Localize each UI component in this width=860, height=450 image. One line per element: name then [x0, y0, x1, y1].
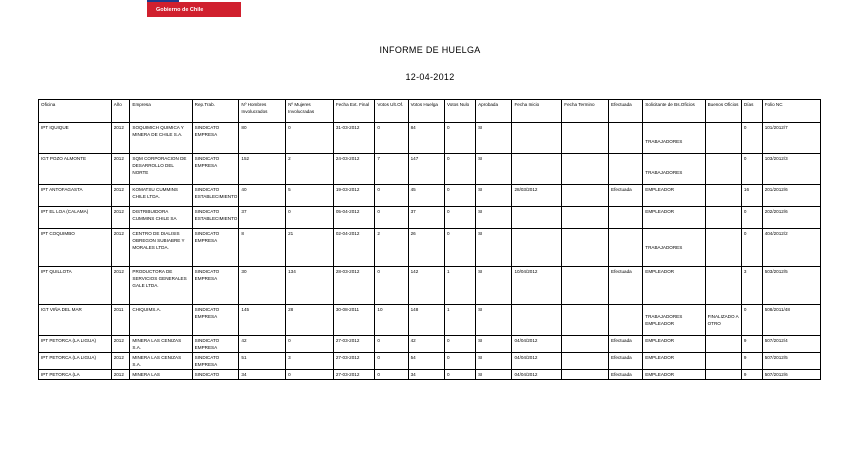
column-header: Empresa	[130, 100, 192, 123]
cell-hombres: 152	[239, 154, 286, 185]
cell-fecha-termino	[562, 185, 609, 207]
cell-mujeres: 2	[286, 154, 334, 185]
cell-votos-nulo: 0	[444, 353, 475, 370]
column-header: Fecha Inicio	[512, 100, 562, 123]
cell-mujeres: 21	[286, 229, 334, 267]
cell-buenos-oficios	[705, 123, 741, 154]
cell-empresa: DISTRIBUIDORA CUMMINS CHILE SA	[130, 207, 192, 229]
cell-rep: SINDICATO	[192, 370, 239, 380]
cell-hombres: 40	[239, 185, 286, 207]
cell-mujeres: 0	[286, 123, 334, 154]
cell-votos-huelga: 45	[408, 185, 444, 207]
cell-votos-ult: 0	[375, 336, 408, 353]
table-row	[39, 229, 821, 267]
cell-mujeres: 28	[286, 305, 334, 336]
cell-votos-nulo: 1	[444, 305, 475, 336]
cell-oficina: IPT COQUIMBO	[39, 229, 112, 267]
cell-votos-ult: 2	[375, 229, 408, 267]
cell-solicitante: EMPLEADOR	[643, 207, 705, 229]
cell-fecha-inicio: 04/04/2012	[512, 353, 562, 370]
cell-fecha-ext: 27-03-2012	[333, 336, 375, 353]
cell-solicitante: EMPLEADOR	[643, 267, 705, 305]
table-row	[39, 267, 821, 305]
table-row	[39, 154, 821, 185]
cell-anio: 2012	[111, 267, 130, 305]
cell-oficina: IPT PETORCA (LA LIGUA)	[39, 353, 112, 370]
cell-dias: 16	[741, 185, 762, 207]
cell-votos-huelga: 142	[408, 267, 444, 305]
cell-fecha-termino	[562, 207, 609, 229]
cell-rep: SINDICATO EMPRESA	[192, 353, 239, 370]
table-row	[39, 353, 821, 370]
cell-empresa: CHIQUIMS.A.	[130, 305, 192, 336]
cell-buenos-oficios	[705, 336, 741, 353]
cell-mujeres: 0	[286, 336, 334, 353]
column-header: Nº Hombres Involucrados	[239, 100, 286, 123]
cell-votos-huelga: 26	[408, 229, 444, 267]
cell-empresa: SOQUIMICH QUIMICA Y MINERA DE CHILE S.A.	[130, 123, 192, 154]
cell-folio: 507/2012/4	[762, 336, 820, 353]
cell-aprobada: SI	[476, 370, 512, 380]
cell-fecha-termino	[562, 267, 609, 305]
report-title: INFORME DE HUELGA	[379, 45, 481, 55]
column-header: Oficina	[39, 100, 112, 123]
cell-empresa: MINERA LAS CENIZAS S.A.	[130, 336, 192, 353]
column-header: Solicitante de Bs.Oficios	[643, 100, 705, 123]
cell-votos-nulo: 0	[444, 336, 475, 353]
cell-fecha-ext: 24-03-2012	[333, 154, 375, 185]
column-header: Votos Ult.Of.	[375, 100, 408, 123]
cell-dias: 3	[741, 267, 762, 305]
cell-votos-huelga: 148	[408, 305, 444, 336]
table-row	[39, 336, 821, 353]
cell-oficina: IGT VIÑA DEL MAR	[39, 305, 112, 336]
cell-hombres: 8	[239, 229, 286, 267]
cell-aprobada: SI	[476, 353, 512, 370]
cell-rep: SINDICATO ESTABLECIMIENTO	[192, 207, 239, 229]
cell-fecha-ext: 05-04-2012	[333, 207, 375, 229]
cell-fecha-termino	[562, 305, 609, 336]
cell-votos-ult: 0	[375, 123, 408, 154]
cell-buenos-oficios	[705, 207, 741, 229]
logo-red-bar	[147, 2, 241, 17]
cell-oficina: IPT PETORCA (LA LIGUA)	[39, 336, 112, 353]
cell-anio: 2012	[111, 370, 130, 380]
cell-votos-huelga: 147	[408, 154, 444, 185]
cell-folio: 202/2012/6	[762, 207, 820, 229]
cell-mujeres: 3	[286, 353, 334, 370]
cell-efectuada	[609, 207, 643, 229]
cell-anio: 2012	[111, 185, 130, 207]
cell-dias: 9	[741, 353, 762, 370]
cell-anio: 2012	[111, 154, 130, 185]
cell-votos-huelga: 42	[408, 336, 444, 353]
cell-buenos-oficios	[705, 353, 741, 370]
cell-folio: 503/2012/5	[762, 267, 820, 305]
cell-fecha-inicio: 04/04/2012	[512, 370, 562, 380]
cell-folio: 508/2011/48	[762, 305, 820, 336]
cell-mujeres: 5	[286, 185, 334, 207]
buenos-oficios-text: FINALIZADO A OTRO	[707, 314, 739, 326]
cell-votos-ult: 10	[375, 305, 408, 336]
cell-dias: 9	[741, 336, 762, 353]
cell-votos-ult: 0	[375, 353, 408, 370]
cell-rep: SINDICATO EMPRESA	[192, 336, 239, 353]
table-row	[39, 185, 821, 207]
cell-votos-nulo: 0	[444, 123, 475, 154]
cell-efectuada	[609, 229, 643, 267]
column-header: Rep.Trab.	[192, 100, 239, 123]
cell-rep: SINDICATO EMPRESA	[192, 305, 239, 336]
cell-fecha-inicio: 04/04/2012	[512, 336, 562, 353]
table-row	[39, 123, 821, 154]
cell-buenos-oficios	[705, 154, 741, 185]
cell-oficina: IPT EL LOA (CALAMA)	[39, 207, 112, 229]
cell-hombres: 37	[239, 207, 286, 229]
cell-empresa: MINERA LAS CENIZAS S.A.	[130, 353, 192, 370]
cell-rep: SINDICATO EMPRESA	[192, 154, 239, 185]
cell-empresa: MINERA LAS	[130, 370, 192, 380]
cell-fecha-inicio	[512, 207, 562, 229]
cell-folio: 201/2012/6	[762, 185, 820, 207]
solicitante-text: TRABAJADORES	[645, 139, 683, 144]
column-header: Días	[741, 100, 762, 123]
cell-buenos-oficios	[705, 229, 741, 267]
cell-votos-huelga: 34	[408, 370, 444, 380]
cell-solicitante: EMPLEADOR	[643, 353, 705, 370]
cell-votos-huelga: 37	[408, 207, 444, 229]
table-row	[39, 305, 821, 336]
cell-dias: 0	[741, 229, 762, 267]
cell-folio: 103/2012/3	[762, 154, 820, 185]
cell-aprobada: SI	[476, 207, 512, 229]
cell-votos-nulo: 0	[444, 185, 475, 207]
cell-votos-nulo: 0	[444, 154, 475, 185]
cell-votos-nulo: 0	[444, 370, 475, 380]
cell-rep: SINDICATO EMPRESA	[192, 267, 239, 305]
cell-dias: 9	[741, 370, 762, 380]
cell-aprobada: SI	[476, 123, 512, 154]
cell-fecha-ext: 02-04-2012	[333, 229, 375, 267]
solicitante-text: TRABAJADORES	[645, 245, 683, 250]
cell-solicitante: EMPLEADOR	[643, 370, 705, 380]
cell-mujeres: 0	[286, 370, 334, 380]
cell-votos-ult: 0	[375, 185, 408, 207]
column-header: Aprobada	[476, 100, 512, 123]
cell-oficina: IGT POZO ALMONTE	[39, 154, 112, 185]
cell-votos-ult: 0	[375, 370, 408, 380]
cell-fecha-termino	[562, 123, 609, 154]
cell-solicitante	[643, 229, 705, 267]
cell-buenos-oficios	[705, 185, 741, 207]
strike-report-table	[38, 99, 821, 380]
cell-dias: 0	[741, 123, 762, 154]
cell-efectuada: Efectuada	[609, 336, 643, 353]
cell-efectuada	[609, 305, 643, 336]
cell-fecha-ext: 27-03-2012	[333, 353, 375, 370]
cell-fecha-inicio	[512, 154, 562, 185]
cell-aprobada: SI	[476, 154, 512, 185]
logo-text: Gobierno de Chile	[156, 7, 204, 13]
cell-dias: 0	[741, 305, 762, 336]
cell-anio: 2012	[111, 207, 130, 229]
cell-hombres: 30	[239, 267, 286, 305]
cell-fecha-inicio: 10/04/2012	[512, 267, 562, 305]
cell-anio: 2012	[111, 123, 130, 154]
column-header: Votos Nulo	[444, 100, 475, 123]
cell-folio: 404/2012/2	[762, 229, 820, 267]
cell-solicitante: EMPLEADOR	[643, 336, 705, 353]
cell-oficina: IPT PETORCA (LA	[39, 370, 112, 380]
cell-dias: 0	[741, 154, 762, 185]
cell-votos-ult: 7	[375, 154, 408, 185]
cell-solicitante	[643, 154, 705, 185]
column-header: Fecha Termino	[562, 100, 609, 123]
cell-solicitante	[643, 305, 705, 336]
cell-efectuada	[609, 154, 643, 185]
cell-fecha-termino	[562, 370, 609, 380]
cell-efectuada: Efectuada	[609, 370, 643, 380]
cell-votos-nulo: 0	[444, 229, 475, 267]
cell-oficina: IPT QUILLOTA	[39, 267, 112, 305]
column-header: Nº Mujeres Involucradas	[286, 100, 334, 123]
cell-hombres: 145	[239, 305, 286, 336]
column-header: Fecha Ext. Final	[333, 100, 375, 123]
cell-votos-huelga: 54	[408, 353, 444, 370]
cell-efectuada: Efectuada	[609, 267, 643, 305]
solicitante-text: TRABAJADORES	[645, 170, 683, 175]
cell-fecha-ext: 30-08-2011	[333, 305, 375, 336]
cell-fecha-ext: 19-03-2012	[333, 185, 375, 207]
column-header: Efectuada	[609, 100, 643, 123]
cell-aprobada: SI	[476, 229, 512, 267]
cell-votos-nulo: 1	[444, 267, 475, 305]
table-row	[39, 370, 821, 380]
cell-aprobada: SI	[476, 267, 512, 305]
cell-empresa: SQM CORPORACION DE DESARROLLO DEL NORTE	[130, 154, 192, 185]
cell-rep: SINDICATO EMPRESA	[192, 123, 239, 154]
cell-efectuada: Efectuada	[609, 185, 643, 207]
cell-solicitante: EMPLEADOR	[643, 185, 705, 207]
cell-oficina: IPT IQUIQUE	[39, 123, 112, 154]
cell-anio: 2012	[111, 336, 130, 353]
cell-anio: 2011	[111, 305, 130, 336]
solicitante-text: TRABAJADORES EMPLEADOR	[645, 314, 683, 326]
cell-fecha-ext: 27-03-2012	[333, 370, 375, 380]
cell-fecha-inicio	[512, 305, 562, 336]
table-row	[39, 207, 821, 229]
cell-folio: 101/2012/7	[762, 123, 820, 154]
cell-aprobada: SI	[476, 305, 512, 336]
cell-folio: 507/2012/6	[762, 370, 820, 380]
cell-fecha-termino	[562, 154, 609, 185]
cell-empresa: PRODUCTORA DE SERVICIOS GENERALES GALE LTDA.	[130, 267, 192, 305]
cell-empresa: KOMATSU CUMMINS CHILE LTDA.	[130, 185, 192, 207]
cell-efectuada: Efectuada	[609, 353, 643, 370]
cell-hombres: 51	[239, 353, 286, 370]
cell-rep: SINDICATO ESTABLECIMIENTO	[192, 185, 239, 207]
cell-anio: 2012	[111, 353, 130, 370]
cell-votos-huelga: 84	[408, 123, 444, 154]
cell-anio: 2012	[111, 229, 130, 267]
cell-efectuada	[609, 123, 643, 154]
cell-hombres: 42	[239, 336, 286, 353]
cell-dias: 0	[741, 207, 762, 229]
cell-fecha-ext: 28-03-2012	[333, 267, 375, 305]
cell-aprobada: SI	[476, 185, 512, 207]
cell-folio: 507/2012/5	[762, 353, 820, 370]
cell-empresa: CENTRO DE DIALISIS OBREGON SUBIABRE Y MORALES LTDA.	[130, 229, 192, 267]
cell-buenos-oficios	[705, 370, 741, 380]
cell-rep: SINDICATO EMPRESA	[192, 229, 239, 267]
column-header: Votos Huelga	[408, 100, 444, 123]
cell-fecha-termino	[562, 353, 609, 370]
cell-fecha-inicio	[512, 229, 562, 267]
column-header: Folio NC	[762, 100, 820, 123]
cell-hombres: 80	[239, 123, 286, 154]
column-header: Año	[111, 100, 130, 123]
cell-hombres: 34	[239, 370, 286, 380]
table-header-row	[39, 100, 821, 123]
cell-aprobada: SI	[476, 336, 512, 353]
cell-fecha-termino	[562, 336, 609, 353]
cell-fecha-ext: 31-03-2012	[333, 123, 375, 154]
gobierno-logo	[147, 0, 241, 17]
cell-mujeres: 134	[286, 267, 334, 305]
cell-buenos-oficios	[705, 305, 741, 336]
cell-fecha-termino	[562, 229, 609, 267]
column-header: Buenos Oficios	[705, 100, 741, 123]
cell-votos-ult: 0	[375, 267, 408, 305]
cell-fecha-inicio: 28/03/2012	[512, 185, 562, 207]
cell-votos-nulo: 0	[444, 207, 475, 229]
report-date: 12-04-2012	[405, 72, 455, 82]
cell-buenos-oficios	[705, 267, 741, 305]
cell-mujeres: 0	[286, 207, 334, 229]
cell-votos-ult: 0	[375, 207, 408, 229]
cell-solicitante	[643, 123, 705, 154]
cell-oficina: IPT ANTOFAGASTA	[39, 185, 112, 207]
cell-fecha-inicio	[512, 123, 562, 154]
